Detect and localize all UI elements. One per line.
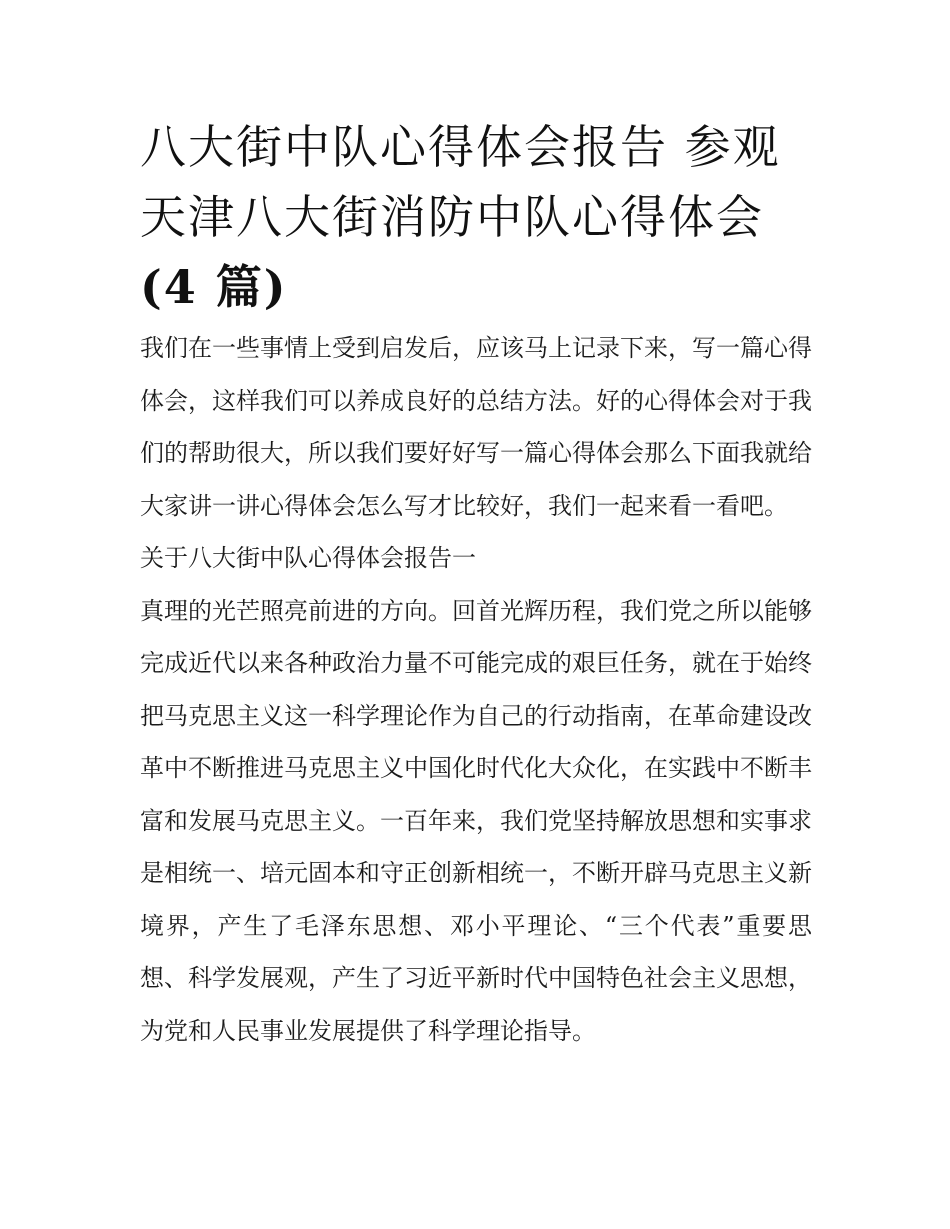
- document-title: [140, 112, 812, 322]
- body-paragraph: 真理的光芒照亮前进的方向。回首光辉历程，我们党之所以能够完成近代以来各种政治力量不可能完成的艰巨任务，就在于始终把马克思主义这一科学理论作为自己的行动指南，在革命建设改革中不断推进马克思主义中国化时代化大众化，在实践中不断丰富和发展马克思主义。一百年来，我们党坚持解放思想和实事求是相统一、培元固本和守正创新相统一，不断开辟马克思主义新境界，产生了毛泽东思想、邓小平理论、“三个代表”重要思想、科学发展观，产生了习近平新时代中国特色社会主义思想，为党和人民事业发展提供了科学理论指导。: [140, 596, 812, 1045]
- intro-paragraph: 我们在一些事情上受到启发后，应该马上记录下来，写一篇心得体会，这样我们可以养成良好的总结方法。好的心得体会对于我们的帮助很大，所以我们要好好写一篇心得体会那么下面我就给大家讲一讲心得体会怎么写才比较好，我们一起来看一看吧。: [140, 334, 812, 520]
- section-heading: 关于八大街中队心得体会报告一: [140, 544, 476, 572]
- document-page: [140, 112, 812, 1057]
- document-title-suffix: (4 篇): [140, 260, 288, 314]
- document-title-main: 八大街中队心得体会报告 参观天津八大街消防中队心得体会: [140, 120, 781, 244]
